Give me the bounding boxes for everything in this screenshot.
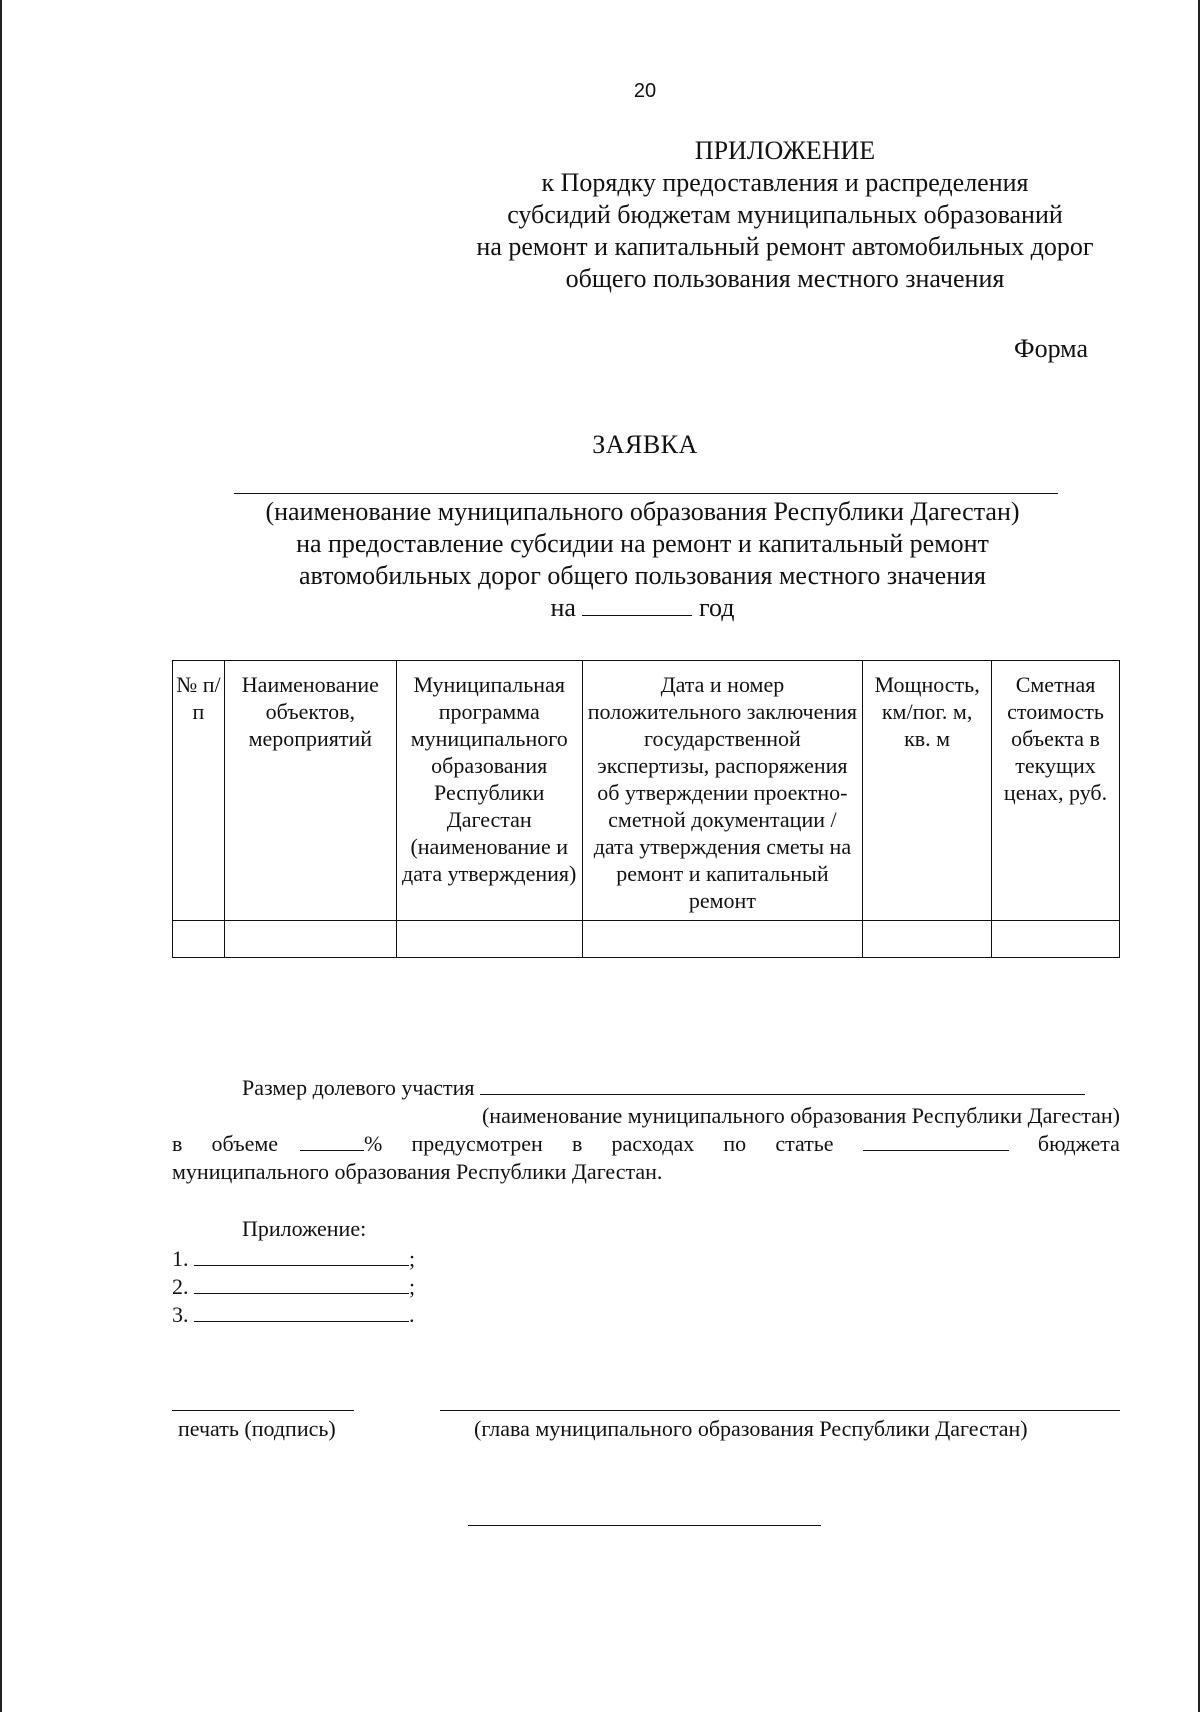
- attachments-title: Приложение:: [242, 1216, 367, 1241]
- appendix-heading: ПРИЛОЖЕНИЕ: [694, 136, 876, 165]
- share-word: в: [172, 1131, 183, 1156]
- table-cell: [396, 921, 582, 958]
- appendix-line: общего пользования местного значения: [565, 264, 1005, 293]
- attachment-end: ;: [409, 1246, 416, 1271]
- appendix-line: к Порядку предоставления и распределения: [541, 168, 1029, 197]
- head-caption: (глава муниципального образования Республики Дагестан): [474, 1416, 1028, 1441]
- share-line: [172, 1074, 1120, 1102]
- share-word: в: [571, 1131, 583, 1156]
- page-number: 20: [633, 80, 657, 102]
- percent-blank: [300, 1130, 364, 1151]
- signature-caption: печать (подпись): [178, 1416, 336, 1441]
- share-blank: [480, 1074, 1085, 1095]
- attachment-blank: [194, 1245, 409, 1266]
- share-word: статье: [775, 1131, 834, 1156]
- header-expertise: Дата и номер положительного заключения государственной экспертизы, распоряжения об утверждении проектно-сметной документации / дата утверждения сметы на ремонт и капитальный ремонт: [582, 661, 862, 921]
- subtitle-block: [160, 496, 1125, 624]
- table-cell: [224, 921, 396, 958]
- year-suffix: год: [698, 593, 735, 622]
- share-word: предусмотрен: [411, 1131, 543, 1156]
- share-block: [172, 1074, 1120, 1186]
- attachments-block: [172, 1215, 415, 1329]
- article-blank: [863, 1130, 1009, 1151]
- header-capacity: Мощность, км/пог. м, кв. м: [863, 661, 992, 921]
- head-name-line: [440, 1410, 1120, 1411]
- year-line: [160, 592, 1125, 624]
- share-word: расходах: [611, 1131, 695, 1156]
- share-label: Размер долевого участия: [242, 1075, 475, 1100]
- bottom-line: [468, 1525, 821, 1526]
- subtitle-line: автомобильных дорог общего пользования местного значения: [298, 561, 987, 590]
- share-word: %: [364, 1131, 383, 1156]
- appendix-line: на ремонт и капитальный ремонт автомобильных дорог: [476, 232, 1094, 261]
- objects-table: [172, 660, 1120, 958]
- attachment-item: [172, 1301, 415, 1329]
- year-blank: [582, 593, 692, 616]
- attachment-item: [172, 1273, 415, 1301]
- share-volume-line: [172, 1130, 1120, 1158]
- municipality-name-line: [234, 493, 1058, 494]
- year-prefix: на: [550, 593, 576, 622]
- page-edge-left: [0, 0, 2, 1712]
- share-line: муниципального образования Республики Дагестан.: [172, 1159, 663, 1184]
- table-cell: [863, 921, 992, 958]
- header-number: № п/п: [173, 661, 225, 921]
- attachment-number: 2.: [172, 1274, 189, 1299]
- document-title: ЗАЯВКА: [592, 430, 698, 459]
- table-row: [173, 921, 1120, 958]
- header-program: Муниципальная программа муниципального образования Республики Дагестан (наименование и дата утверждения): [396, 661, 582, 921]
- table-cell: [992, 921, 1120, 958]
- attachment-number: 1.: [172, 1246, 189, 1271]
- attachment-blank: [194, 1301, 409, 1322]
- subtitle-line: на предоставление субсидии на ремонт и капитальный ремонт: [296, 529, 989, 558]
- subtitle-caption: (наименование муниципального образования Республики Дагестан): [265, 497, 1020, 526]
- share-word: бюджета: [1037, 1131, 1120, 1156]
- share-caption: (наименование муниципального образования Республики Дагестан): [481, 1103, 1120, 1128]
- share-word: объеме: [211, 1131, 279, 1156]
- appendix-block: [420, 135, 1150, 295]
- attachment-item: [172, 1245, 415, 1273]
- share-word: по: [723, 1131, 747, 1156]
- header-object-name: Наименование объектов, мероприятий: [224, 661, 396, 921]
- attachment-blank: [194, 1273, 409, 1294]
- form-label: Форма: [1014, 334, 1088, 363]
- header-cost: Сметная стоимость объекта в текущих ценах, руб.: [992, 661, 1120, 921]
- attachment-number: 3.: [172, 1302, 189, 1327]
- attachment-end: .: [409, 1302, 415, 1327]
- attachment-end: ;: [409, 1274, 416, 1299]
- share-percent-group: [212, 1130, 383, 1158]
- table-header-row: [173, 661, 1120, 921]
- signature-line: [172, 1410, 354, 1411]
- table-cell: [173, 921, 225, 958]
- appendix-line: субсидий бюджетам муниципальных образований: [507, 200, 1063, 229]
- table-cell: [582, 921, 862, 958]
